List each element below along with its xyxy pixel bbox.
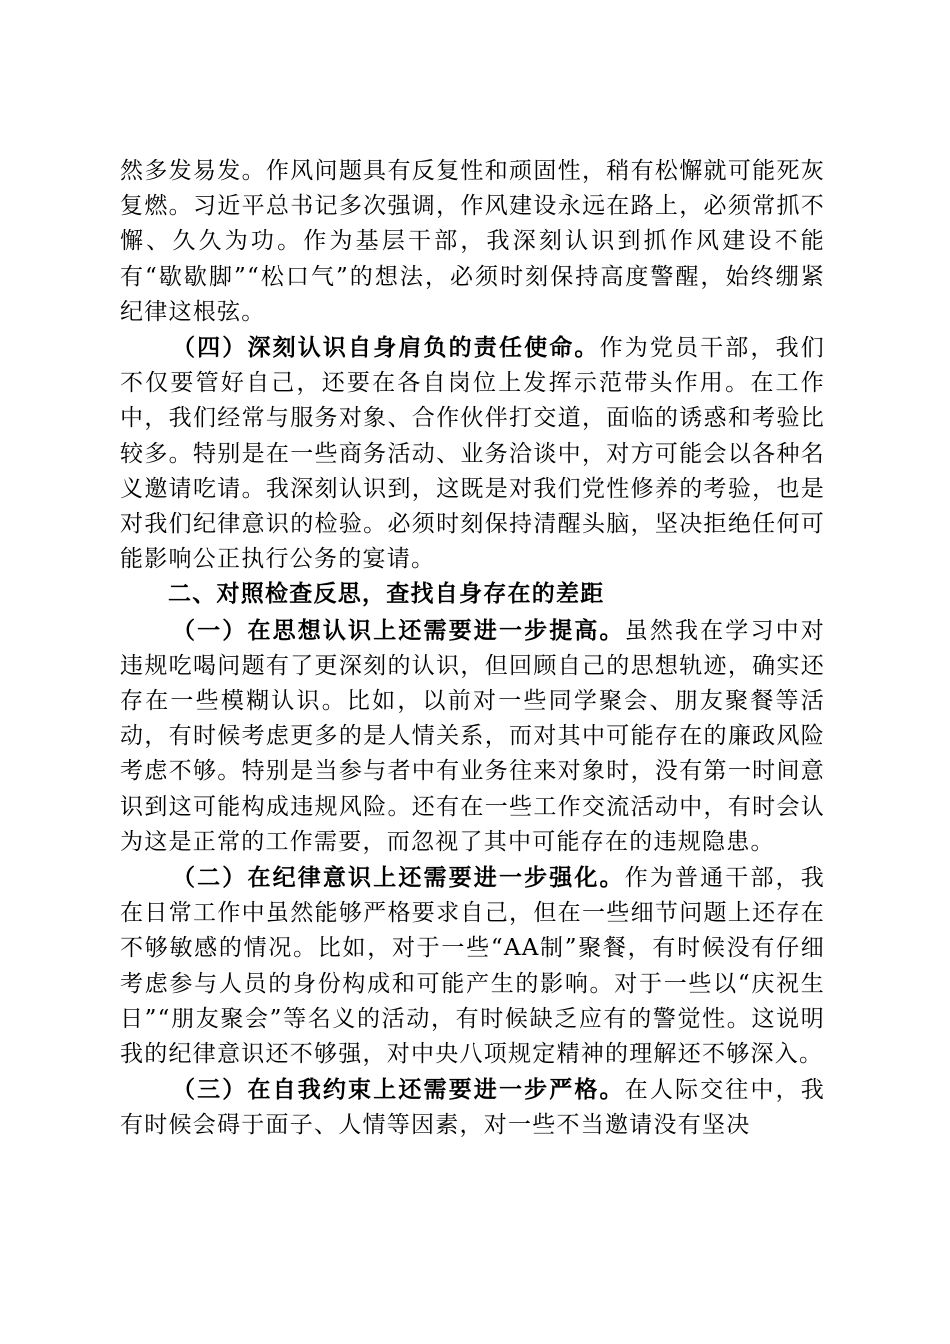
sub-heading-one: （一）在思想认识上还需要进一步提高。 bbox=[172, 616, 625, 644]
paragraph-text: 作为党员干部，我们不仅要管好自己，还要在各自岗位上发挥示范带头作用。在工作中，我们经常与服务对象、合作伙伴打交道，面临的诱惑和考验比较多。特别是在一些商务活动、业务洽谈中，对方可能会以各种名义邀请吃请。我深刻认识到，这既是对我们党性修养的考验，也是对我们纪律意识的检验。必须时刻保持清醒头脑，坚决拒绝任何可能影响公正执行公务的宴请。 bbox=[120, 335, 826, 573]
section-heading-two: 二、对照检查反思，查找自身存在的差距 bbox=[168, 581, 605, 608]
paragraph-continued bbox=[120, 154, 825, 330]
sub-heading-two: （二）在纪律意识上还需要进一步强化。 bbox=[172, 864, 625, 892]
paragraph-text: 虽然我在学习中对违规吃喝问题有了更深刻的认识，但回顾自己的思想轨迹，确实还存在一些模糊认识。比如，以前对一些同学聚会、朋友聚餐等活动，有时候考虑更多的是人情关系，而对其中可能存在的廉政风险考虑不够。特别是当参与者中有业务往来对象时，没有第一时间意识到这可能构成违规风险。还有在一些工作交流活动中，有时会认为这是正常的工作需要，而忽视了其中可能存在的违规隐患。 bbox=[120, 617, 826, 855]
sub-heading-three: （三）在自我约束上还需要进一步严格。 bbox=[172, 1076, 625, 1104]
paragraph-discipline bbox=[120, 860, 825, 1072]
document-page bbox=[120, 154, 825, 1144]
paragraph-ideology bbox=[120, 613, 825, 860]
paragraph-text: 作为普通干部，我在日常工作中虽然能够严格要求自己，但在一些细节问题上还存在不够敏感的情况。比如，对于一些“AA制”聚餐，有时候没有仔细考虑参与人员的身份构成和可能产生的影响。对于一些以“庆祝生日”“朋友聚会”等名义的活动，有时候缺乏应有的警觉性。这说明我的纪律意识还不够强，对中央八项规定精神的理解还不够深入。 bbox=[120, 865, 826, 1068]
paragraph-text: 然多发易发。作风问题具有反复性和顽固性，稍有松懈就可能死灰复燃。习近平总书记多次强调，作风建设永远在路上，必须常抓不懈、久久为功。作为基层干部，我深刻认识到抓作风建设不能有“歇歇脚”“松口气”的想法，必须时刻保持高度警醒，始终绷紧纪律这根弦。 bbox=[120, 158, 825, 325]
paragraph-text: 在人际交往中，我有时候会碍于面子、人情等因素，对一些不当邀请没有坚决 bbox=[120, 1077, 826, 1139]
paragraph-responsibility bbox=[120, 330, 825, 577]
sub-heading-four: （四）深刻认识自身肩负的责任使命。 bbox=[172, 334, 600, 362]
paragraph-self-restraint bbox=[120, 1072, 825, 1143]
